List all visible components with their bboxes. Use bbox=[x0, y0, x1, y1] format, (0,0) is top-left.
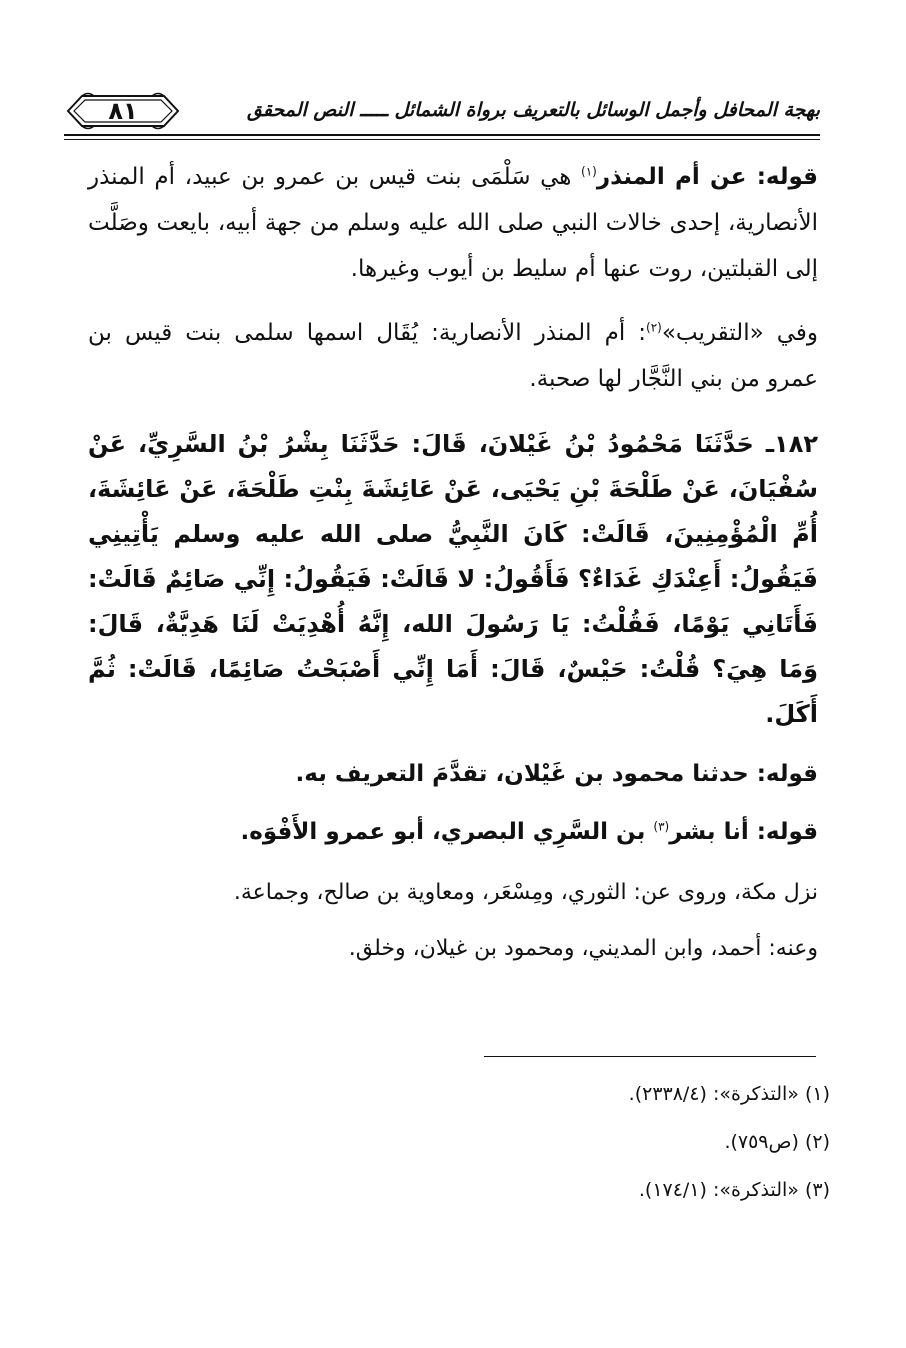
paragraph-text: : أم المنذر الأنصارية: يُقَال اسمها سلمى بنت قيس بن عمرو من بني النَّجَّار لها صحبة. bbox=[88, 320, 818, 392]
footnote-3: (٣) «التذكرة»: (١٧٤/١). bbox=[638, 1179, 830, 1201]
paragraph-lead: قوله: أنا بشر bbox=[669, 819, 818, 845]
footnote-1: (١) «التذكرة»: (٢٣٣٨/٤). bbox=[628, 1083, 830, 1105]
paragraph-lead: وفي «التقريب» bbox=[661, 320, 818, 346]
running-title: بهجة المحافل وأجمل الوسائل بالتعريف برواة الشمائل ـــــ النص المحقق bbox=[247, 99, 820, 121]
narrator-students: وعنه: أحمد، وابن المديني، ومحمود بن غيلان، وخلق. bbox=[348, 936, 818, 961]
footnotes bbox=[430, 1070, 830, 1214]
footnote-ref: (١) bbox=[581, 164, 597, 179]
hadith-182: ١٨٢ـ حَدَّثَنَا مَحْمُودُ بْنُ غَيْلانَ، قَالَ: حَدَّثَنَا بِشْرُ بْنُ السَّرِيِّ، عَنْ سُفْيَانَ، عَنْ طَلْحَةَ بْنِ يَحْيَى، عَنْ عَائِشَةَ بِنْتِ طَلْحَةَ، عَنْ عَائِشَةَ، أُمِّ الْمُؤْمِنِينَ، قَالَتْ: كَانَ النَّبِيُّ صلى الله عليه وسلم يَأْتِينِي فَيَقُولُ: أَعِنْدَكِ غَدَاءٌ؟ فَأَقُولُ: لا قَالَتْ: فَيَقُولُ: إِنِّي صَائِمٌ قَالَتْ: فَأَتَانِي يَوْمًا، فَقُلْتُ: يَا رَسُولَ الله، إِنَّهُ أُهْدِيَتْ لَنَا هَدِيَّةٌ، قَالَ: وَمَا هِيَ؟ قُلْتُ: حَيْسٌ، قَالَ: أَمَا إِنِّي أَصْبَحْتُ صَائِمًا، قَالَتْ: ثُمَّ أَكَلَ. bbox=[88, 430, 818, 728]
running-header bbox=[64, 88, 820, 146]
narrator-from: نزل مكة، وروى عن: الثوري، ومِسْعَر، ومعاوية بن صالح، وجماعة. bbox=[233, 880, 818, 905]
main-text bbox=[88, 152, 818, 971]
commentary-bishr bbox=[88, 809, 818, 855]
paragraph-lead: قوله: bbox=[748, 761, 818, 787]
page-number: ٨١ bbox=[108, 97, 138, 125]
commentary-mahmud bbox=[88, 751, 818, 797]
paragraph-taqrib bbox=[88, 310, 818, 402]
paragraph-lead: قوله: عن أم المنذر bbox=[596, 164, 818, 190]
paragraph-text: حدثنا محمود بن غَيْلان، تقدَّمَ التعريف به. bbox=[295, 761, 749, 787]
footnote-2: (٢) (ص٧٥٩). bbox=[724, 1131, 830, 1153]
footnote-ref: (٣) bbox=[653, 819, 670, 834]
paragraph-text: بن السَّرِي البصري، أبو عمرو الأَفْوَه. bbox=[240, 819, 654, 845]
footnote-separator bbox=[484, 1056, 816, 1057]
paragraph-umm-al-mundhir bbox=[88, 154, 818, 292]
paragraph-text: هي سَلْمَى بنت قيس بن عمرو بن عبيد، أم المنذر الأنصارية، إحدى خالات النبي صلى الله عليه وسلم من جهة أبيه، بايعت وصَلَّت إلى القبلتين، روت عنها أم سليط بن أيوب وغيرها. bbox=[88, 164, 818, 282]
header-rule-thin bbox=[64, 139, 820, 140]
page-number-badge bbox=[64, 90, 182, 132]
footnote-ref: (٢) bbox=[646, 320, 662, 335]
header-rule bbox=[64, 134, 820, 136]
